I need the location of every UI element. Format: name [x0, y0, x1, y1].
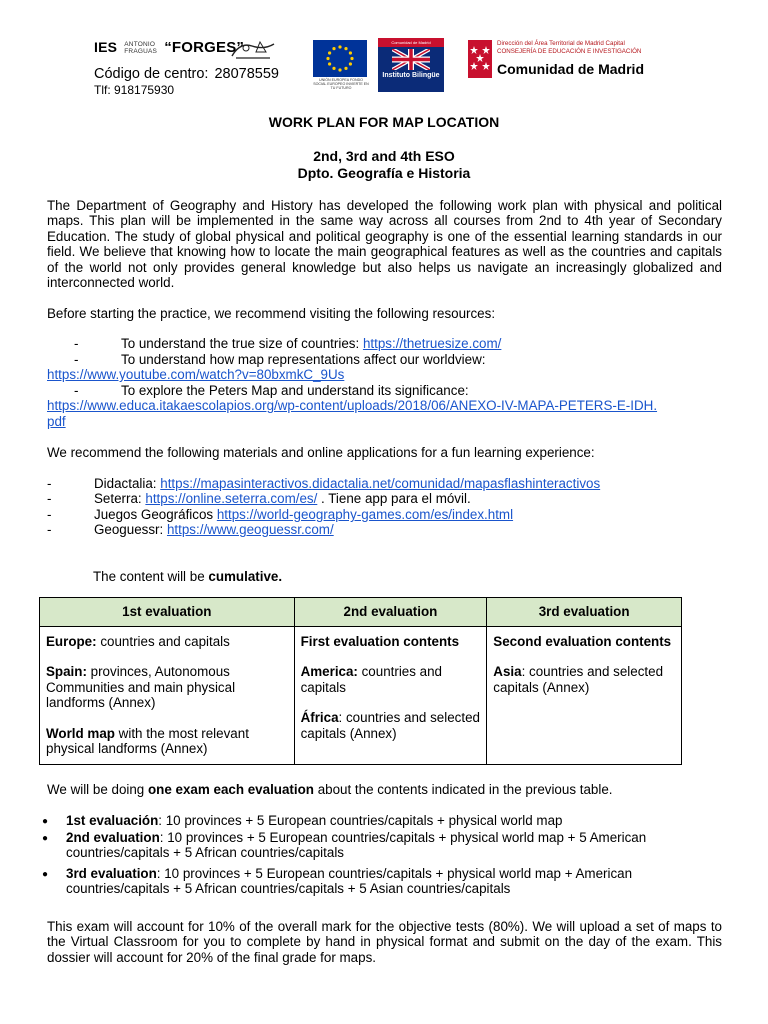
school-logo: IES ANTONIO FRAGUAS “FORGES”: [94, 39, 245, 56]
exam-bullet-item: 3rd evaluation: 10 provinces + 5 European countries/capitals + physical world map + American countries/capitals + 5 African countries/capitals + 5 Asian countries/capitals: [66, 866, 633, 897]
page-subtitle-courses: 2nd, 3rd and 4th ESO: [313, 148, 455, 164]
madrid-directorate: Dirección del Área Territorial de Madrid Capital CONSEJERÍA DE EDUCACIÓN E INVESTIGACIÓN: [497, 40, 642, 55]
table-cell-3rd-evaluation: Second evaluation contents Asia: countries and selected capitals (Annex): [487, 627, 682, 765]
list-dash: -: [74, 352, 79, 367]
resource-link[interactable]: https://www.educa.itakaescolapios.org/wp-content/uploads/2018/06/ANEXO-IV-MAPA-PETERS-E-IDH.: [47, 398, 658, 413]
bullet-icon: ●: [42, 816, 49, 827]
material-link[interactable]: https://online.seterra.com/es/: [145, 491, 318, 506]
material-link[interactable]: https://mapasinteractivos.didactalia.net/comunidad/mapasflashinteractivos: [160, 476, 601, 491]
materials-intro: We recommend the following materials and online applications for a fun learning experience:: [47, 445, 595, 460]
cumulative-note: The content will be cumulative.: [93, 569, 283, 584]
bullet-icon: ●: [42, 869, 49, 880]
material-item: Geoguessr: https://www.geoguessr.com/: [94, 522, 334, 537]
resource-link-line: [47, 398, 657, 413]
exam-bullet-item: 1st evaluación: 10 provinces + 5 European countries/capitals + physical world map: [66, 813, 563, 828]
list-dash: -: [47, 491, 52, 506]
resource-link-line: [47, 414, 66, 429]
list-dash: -: [47, 476, 52, 491]
list-dash: -: [47, 522, 52, 537]
list-dash: -: [47, 507, 52, 522]
document-header: [0, 0, 768, 100]
table-header-3rd-evaluation: 3rd evaluation: [487, 598, 682, 627]
exam-bullet-item: 2nd evaluation: 10 provinces + 5 European countries/capitals + physical world map + 5 American countries/capitals + 5 African countries/capitals: [66, 830, 647, 861]
resource-link[interactable]: https://thetruesize.com/: [362, 336, 502, 351]
madrid-title: Comunidad de Madrid: [497, 61, 644, 77]
table-header-1st-evaluation: 1st evaluation: [40, 598, 295, 627]
closing-paragraph: This exam will account for 10% of the overall mark for the objective tests (80%). We will upload a set of maps to the Virtual Classroom for you to complete by hand in physical format and submit on the day of the exam. This dossier will account for 20% of the final grade for maps.: [47, 919, 722, 965]
material-link[interactable]: https://world-geography-games.com/es/index.html: [216, 507, 514, 522]
resources-intro: Before starting the practice, we recommend visiting the following resources:: [47, 306, 496, 321]
resource-item: To understand how map representations affect our worldview:: [121, 352, 486, 367]
material-item: Seterra: https://online.seterra.com/es/ . Tiene app para el móvil.: [94, 491, 471, 506]
page-subtitle-department: Dpto. Geografía e Historia: [297, 165, 471, 181]
material-item: Didactalia: https://mapasinteractivos.didactalia.net/comunidad/mapasflashinteractivos: [94, 476, 601, 491]
bilingual-institute-logo: Comunidad de Madrid Instituto Bilingüe: [378, 38, 444, 92]
resource-item: To understand the true size of countries: https://thetruesize.com/: [121, 336, 502, 351]
material-item: Juegos Geográficos https://world-geography-games.com/es/index.html: [94, 507, 514, 522]
school-drawing-icon: [230, 36, 276, 62]
madrid-flag-icon: [468, 40, 492, 78]
material-link[interactable]: https://www.geoguessr.com/: [166, 522, 334, 537]
resource-link-continuation[interactable]: pdf: [47, 414, 66, 429]
school-code: Código de centro: 28078559: [94, 66, 279, 82]
page-title: WORK PLAN FOR MAP LOCATION: [268, 114, 500, 130]
evaluation-table: [39, 597, 682, 765]
table-header-2nd-evaluation: 2nd evaluation: [294, 598, 487, 627]
table-cell-1st-evaluation: Europe: countries and capitals Spain: provinces, Autonomous Communities and main physical landforms (Annex) World map with the most relevant physical landforms (Annex): [40, 627, 295, 765]
table-cell-2nd-evaluation: First evaluation contents America: countries and capitals África: countries and selected capitals (Annex): [294, 627, 487, 765]
school-phone: Tlf: 918175930: [94, 83, 175, 97]
list-dash: -: [74, 336, 79, 351]
resource-item: To explore the Peters Map and understand its significance:: [121, 383, 469, 398]
eu-caption: UNIÓN EUROPEA FONDO SOCIAL EUROPEO INVIERTE EN TU FUTURO: [313, 78, 369, 90]
resource-link-line: [47, 367, 344, 382]
resource-link[interactable]: https://www.youtube.com/watch?v=80bxmkC_9Us: [47, 367, 345, 382]
union-flag-icon: [392, 49, 430, 70]
list-dash: -: [74, 383, 79, 398]
bullet-icon: ●: [42, 833, 49, 844]
intro-paragraph: The Department of Geography and History has developed the following work plan with physical and political maps. This plan will be implemented in the same way across all courses from 2nd to 4th year of Secondary Education. The study of global physical and political geography is one of the essential learning standards in our field. We believe that knowing how to locate the main geographical features as well as the countries and capitals of the world not only provides general knowledge but also helps us navigate an increasingly globalized and interconnected world.: [47, 198, 722, 291]
eu-flag-icon: [313, 40, 367, 77]
exam-note: We will be doing one exam each evaluation about the contents indicated in the previous table.: [47, 782, 613, 797]
